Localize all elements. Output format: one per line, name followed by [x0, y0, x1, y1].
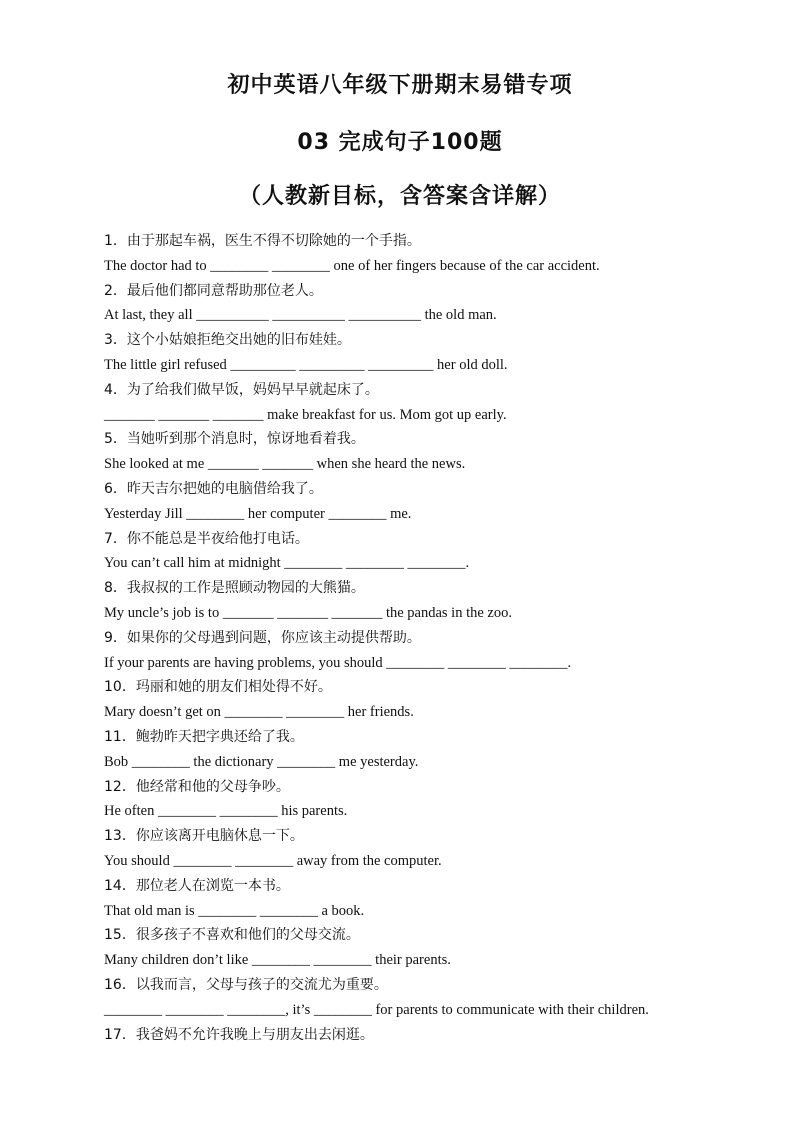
question-prompt-cn: 1．由于那起车祸，医生不得不切除她的一个手指。: [104, 233, 421, 249]
page-note: （人教新目标，含答案含详解）: [238, 184, 561, 209]
question-list: [104, 229, 664, 1047]
question-sentence-en: The doctor had to ________ ________ one of her fingers because of the car accident.: [104, 257, 600, 274]
page-title: 初中英语八年级下册期末易错专项: [227, 73, 573, 98]
question-prompt-cn: 6．昨天吉尔把她的电脑借给我了。: [104, 480, 323, 497]
question-sentence-en: Many children don’t like ________ ________ their parents.: [104, 952, 451, 969]
question-sentence-en: She looked at me _______ _______ when she heard the news.: [104, 456, 466, 473]
question-sentence-en: At last, they all __________ __________ __________ the old man.: [104, 307, 497, 324]
question-prompt-cn: 3．这个小姑娘拒绝交出她的旧布娃娃。: [104, 332, 351, 349]
question-sentence-en: Yesterday Jill ________ her computer ________ me.: [104, 505, 412, 522]
question-prompt-cn: 17．我爸妈不允许我晚上与朋友出去闲逛。: [104, 1026, 374, 1043]
question-prompt-cn: 2．最后他们都同意帮助那位老人。: [104, 282, 323, 299]
question-prompt-cn: 10．玛丽和她的朋友们相处得不好。: [104, 679, 332, 696]
question-sentence-en: The little girl refused _________ _________ _________ her old doll.: [104, 356, 508, 373]
question-prompt-cn: 5．当她听到那个消息时，惊讶地看着我。: [104, 431, 365, 448]
question-prompt-cn: 8．我叔叔的工作是照顾动物园的大熊猫。: [104, 580, 365, 597]
question-sentence-en: If your parents are having problems, you should ________ ________ ________.: [104, 654, 572, 671]
question-sentence-en: _______ _______ _______ make breakfast for us. Mom got up early.: [104, 406, 507, 423]
question-prompt-cn: 13．你应该离开电脑休息一下。: [104, 828, 304, 845]
question-prompt-cn: 7．你不能总是半夜给他打电话。: [104, 530, 309, 547]
question-sentence-en: You should ________ ________ away from the computer.: [104, 852, 442, 869]
question-sentence-en: He often ________ ________ his parents.: [104, 803, 348, 820]
question-sentence-en: Bob ________ the dictionary ________ me yesterday.: [104, 753, 419, 770]
question-sentence-en: You can’t call him at midnight ________ ________ ________.: [104, 555, 470, 572]
question-prompt-cn: 4．为了给我们做早饭，妈妈早早就起床了。: [104, 381, 379, 398]
question-sentence-en: ________ ________ ________, it’s ________ for parents to communicate with their children.: [104, 1001, 649, 1018]
question-prompt-cn: 12．他经常和他的父母争吵。: [104, 778, 290, 795]
question-sentence-en: That old man is ________ ________ a book.: [104, 902, 365, 919]
question-sentence-en: My uncle’s job is to _______ _______ _______ the pandas in the zoo.: [104, 604, 512, 621]
page-subtitle: 03 完成句子100题: [297, 130, 503, 155]
question-prompt-cn: 14．那位老人在浏览一本书。: [104, 877, 290, 894]
question-prompt-cn: 16．以我而言，父母与孩子的交流尤为重要。: [104, 976, 388, 993]
question-prompt-cn: 9．如果你的父母遇到问题，你应该主动提供帮助。: [104, 629, 421, 646]
question-prompt-cn: 11．鲍勃昨天把字典还给了我。: [104, 728, 304, 745]
question-prompt-cn: 15．很多孩子不喜欢和他们的父母交流。: [104, 927, 360, 944]
question-sentence-en: Mary doesn’t get on ________ ________ her friends.: [104, 704, 414, 721]
